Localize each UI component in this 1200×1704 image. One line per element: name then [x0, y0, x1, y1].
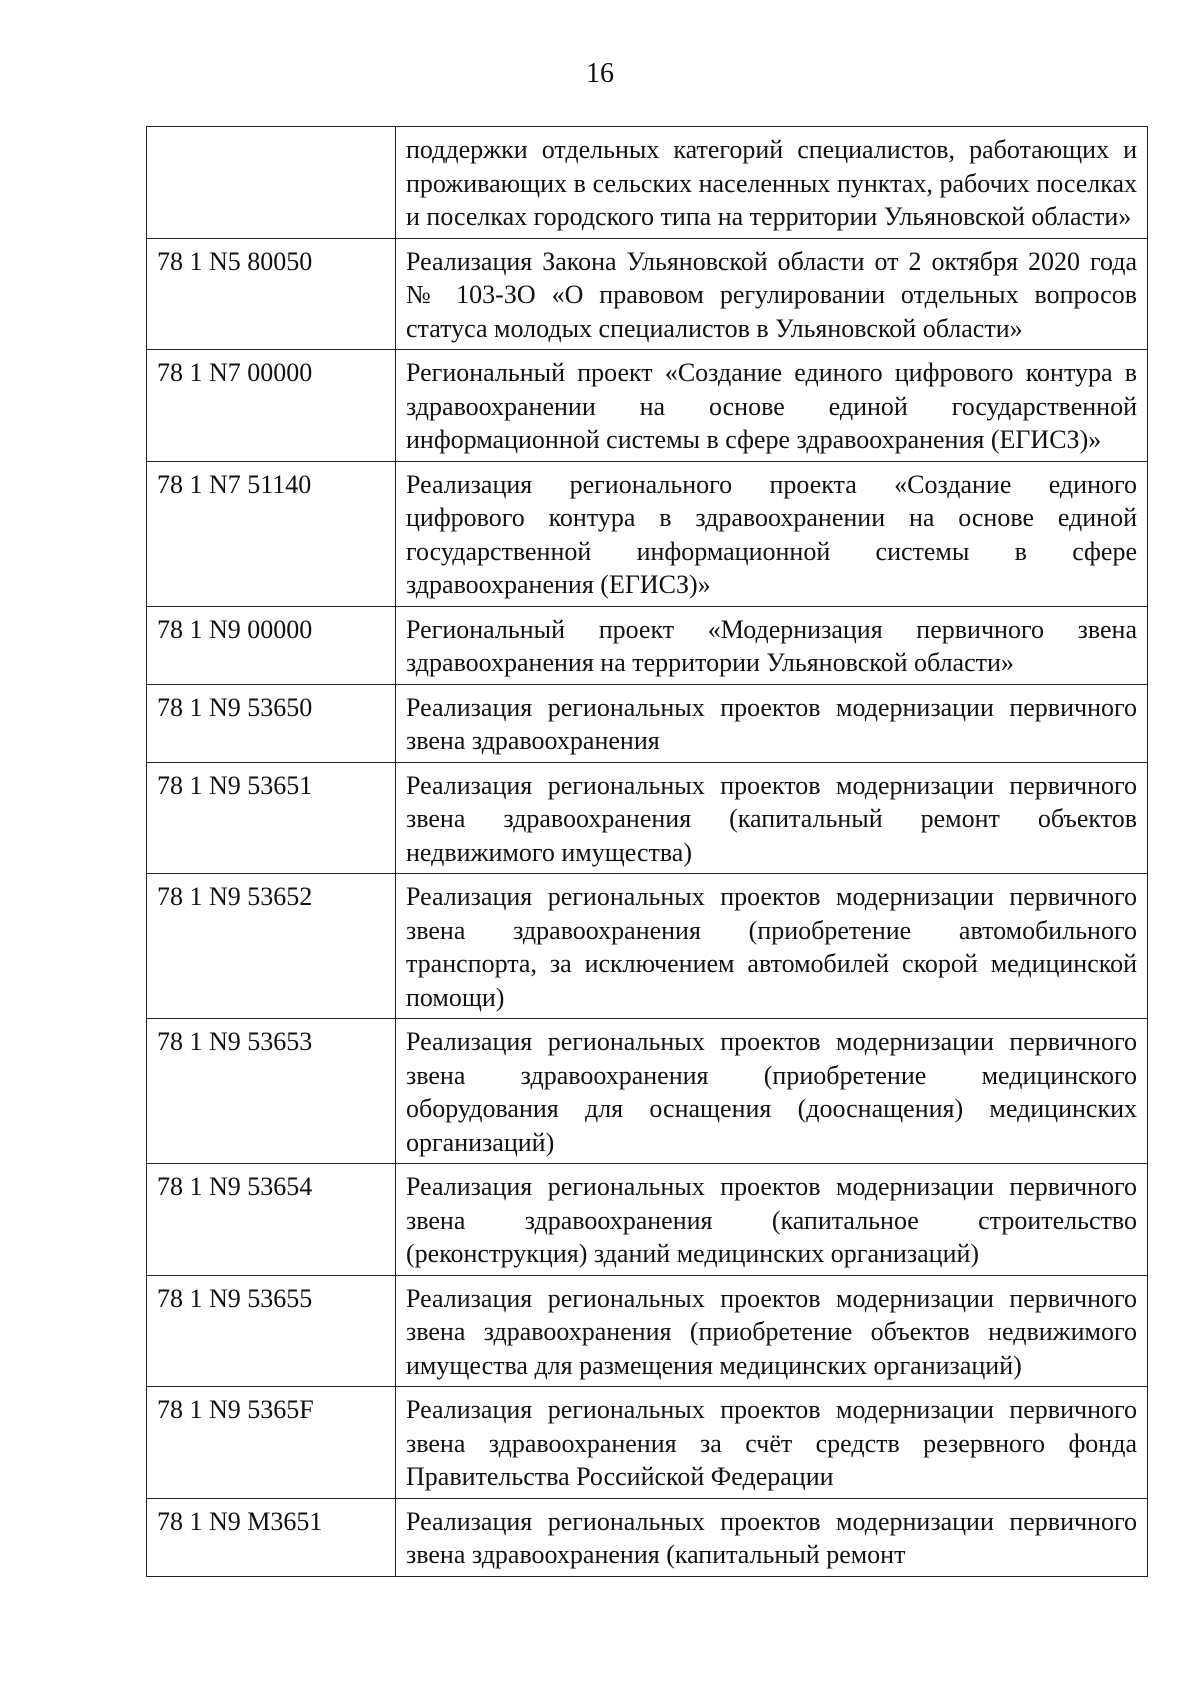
row-code: 78 1 N5 80050 [147, 238, 396, 350]
table-row [147, 762, 1148, 874]
row-description: Региональный проект «Создание единого цифрового контура в здравоохранении на основе единой государственной информационной системы в сфере здравоохранения (ЕГИСЗ)» [396, 350, 1148, 462]
row-description: Реализация региональных проектов модернизации первичного звена здравоохранения [396, 684, 1148, 762]
page-number: 16 [586, 58, 614, 89]
row-code: 78 1 N7 00000 [147, 350, 396, 462]
row-description: Реализация регионального проекта «Создание единого цифрового контура в здравоохранении на основе единой государственной информационной системы в сфере здравоохранения (ЕГИСЗ)» [396, 461, 1148, 606]
table-row [147, 1164, 1148, 1276]
row-code: 78 1 N9 53654 [147, 1164, 396, 1276]
row-description: Реализация региональных проектов модернизации первичного звена здравоохранения (капитальное строительство (реконструкция) зданий медицинских организаций) [396, 1164, 1148, 1276]
table-row [147, 1275, 1148, 1387]
row-code: 78 1 N9 53650 [147, 684, 396, 762]
row-code: 78 1 N9 M3651 [147, 1498, 396, 1576]
row-description: Реализация региональных проектов модернизации первичного звена здравоохранения (приобретение объектов недвижимого имущества для размещения медицинских организаций) [396, 1275, 1148, 1387]
row-code: 78 1 N9 53651 [147, 762, 396, 874]
row-code: 78 1 N9 53655 [147, 1275, 396, 1387]
row-description: Реализация региональных проектов модернизации первичного звена здравоохранения за счёт средств резервного фонда Правительства Российской Федерации [396, 1387, 1148, 1499]
table-row [147, 874, 1148, 1019]
row-description: Реализация региональных проектов модернизации первичного звена здравоохранения (приобретение медицинского оборудования для оснащения (дооснащения) медицинских организаций) [396, 1019, 1148, 1164]
row-code: 78 1 N9 00000 [147, 606, 396, 684]
row-code: 78 1 N9 5365F [147, 1387, 396, 1499]
row-code [147, 127, 396, 239]
table-row [147, 1387, 1148, 1499]
table-row [147, 127, 1148, 239]
table-row [147, 461, 1148, 606]
row-description: Реализация региональных проектов модернизации первичного звена здравоохранения (капитальный ремонт объектов недвижимого имущества) [396, 762, 1148, 874]
row-code: 78 1 N9 53653 [147, 1019, 396, 1164]
row-code: 78 1 N9 53652 [147, 874, 396, 1019]
row-description: Региональный проект «Модернизация первичного звена здравоохранения на территории Ульяновской области» [396, 606, 1148, 684]
budget-code-table [146, 126, 1148, 1577]
table-row [147, 606, 1148, 684]
table-row [147, 684, 1148, 762]
table-row [147, 1019, 1148, 1164]
table-row [147, 238, 1148, 350]
row-code: 78 1 N7 51140 [147, 461, 396, 606]
table-row [147, 350, 1148, 462]
row-description: Реализация Закона Ульяновской области от 2 октября 2020 года № 103-ЗО «О правовом регулировании отдельных вопросов статуса молодых специалистов в Ульяновской области» [396, 238, 1148, 350]
row-description: Реализация региональных проектов модернизации первичного звена здравоохранения (приобретение автомобильного транспорта, за исключением автомобилей скорой медицинской помощи) [396, 874, 1148, 1019]
row-description: поддержки отдельных категорий специалистов, работающих и проживающих в сельских населенных пунктах, рабочих поселках и поселках городского типа на территории Ульяновской области» [396, 127, 1148, 239]
row-description: Реализация региональных проектов модернизации первичного звена здравоохранения (капитальный ремонт [396, 1498, 1148, 1576]
table-row [147, 1498, 1148, 1576]
